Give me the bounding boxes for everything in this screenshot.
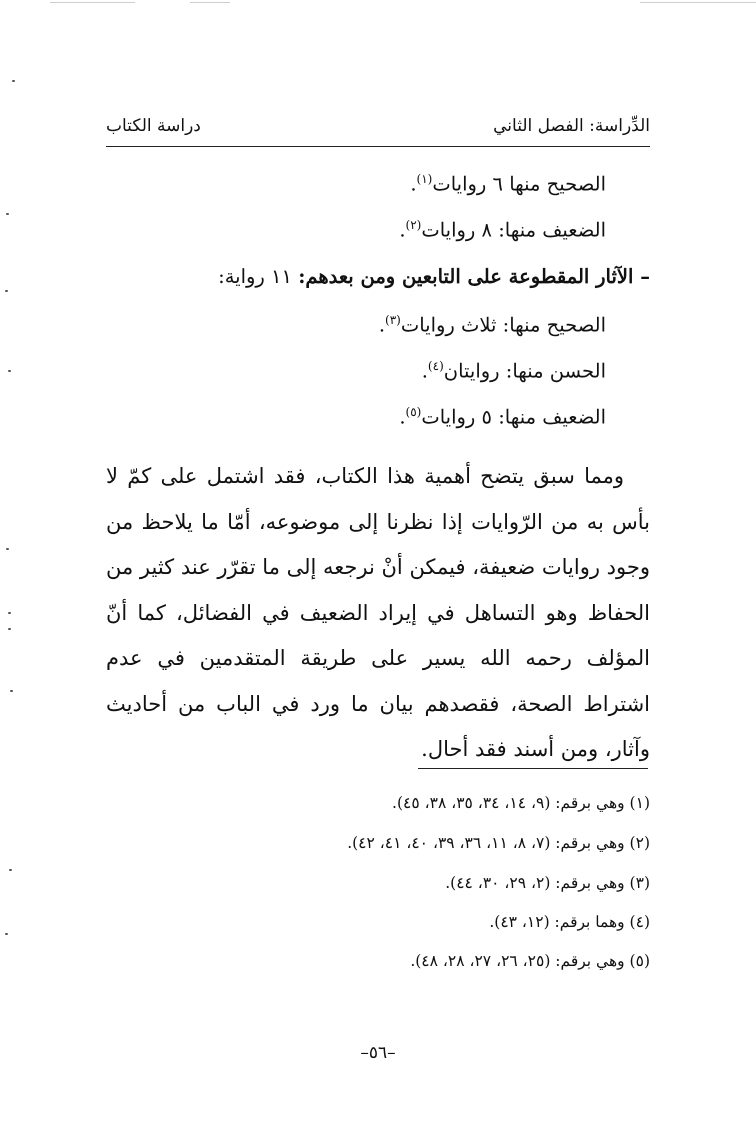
footnote-ref-2[interactable]: (٢) <box>405 218 422 232</box>
footnote-ref-3[interactable]: (٣) <box>385 313 401 327</box>
daif-maqtu-line <box>399 405 606 429</box>
scan-speck <box>8 370 11 372</box>
sahih-marfu-line <box>410 172 606 196</box>
heading-bold-text: الآثار المقطوعة على التابعين ومن بعدهم: <box>298 265 634 288</box>
daif-marfu-line <box>399 218 606 242</box>
scan-speck <box>8 612 11 614</box>
line-text: الحسن منها: روايتان <box>443 359 606 383</box>
scan-speck <box>5 933 8 935</box>
footnote-5: (٥) وهي برقم: (٢٥، ٢٦، ٢٧، ٢٨، ٤٨). <box>410 952 650 970</box>
footnote-ref-5[interactable]: (٥) <box>405 405 422 419</box>
body-paragraph: ومما سبق يتضح أهمية هذا الكتاب، فقد اشتمل على كمّ لا بأس به من الرّوايات إذا نظرنا إلى موضوعه، أمّا ما يلاحظ من وجود روايات ضعيفة، فيمكن أنْ نرجعه إلى ما تقرّر عند كثير من الحفاظ وهو التساهل في إيراد الضعيف في الفضائل، كما أنّ المؤلف رحمه الله يسير على طريقة المتقدمين في عدم اشتراط الصحة، فقصدهم بيان ما ورد في الباب من أحاديث وآثار، ومن أسند فقد أحال. <box>106 464 650 761</box>
chapter-title: الدِّراسة: الفصل الثاني <box>493 116 650 136</box>
scan-speck <box>6 548 9 550</box>
scan-artifact-line <box>50 2 135 3</box>
scan-artifact-line <box>640 2 756 3</box>
running-header <box>106 112 650 147</box>
line-text: الضعيف منها: ٥ روايات <box>421 405 606 429</box>
line-end: . <box>421 359 428 383</box>
footnote-1: (١) وهي برقم: (٩، ١٤، ٣٤، ٣٥، ٣٨، ٤٥). <box>392 794 650 812</box>
scan-speck <box>10 690 13 692</box>
scan-speck <box>8 628 11 630</box>
page-number: –٥٦– <box>360 1043 396 1063</box>
footnote-3: (٣) وهي برقم: (٢، ٢٩، ٣٠، ٤٤). <box>445 874 650 892</box>
footnote-ref-4[interactable]: (٤) <box>427 359 444 373</box>
footnote-separator <box>418 768 648 769</box>
athar-heading <box>218 265 650 288</box>
line-text: الصحيح منها ٦ روايات <box>432 172 606 196</box>
hasan-maqtu-line <box>422 359 606 383</box>
book-title: دراسة الكتاب <box>106 116 201 136</box>
scan-artifact-line <box>190 2 230 3</box>
footnote-ref-1[interactable]: (١) <box>416 172 433 186</box>
heading-dash: – <box>633 265 650 288</box>
footnote-4: (٤) وهما برقم: (١٢، ٤٣). <box>489 913 650 931</box>
sahih-maqtu-line <box>379 313 606 337</box>
line-end: . <box>399 405 406 429</box>
line-end: . <box>378 313 386 337</box>
line-end: . <box>410 172 417 196</box>
footnote-2: (٢) وهي برقم: (٧، ٨، ١١، ٣٦، ٣٩، ٤٠، ٤١، ٤٢). <box>347 834 650 852</box>
line-text: الضعيف منها: ٨ روايات <box>421 218 606 242</box>
scan-speck <box>12 80 15 82</box>
scan-speck <box>6 213 9 215</box>
scan-speck <box>5 290 8 292</box>
heading-count: ١١ رواية: <box>218 265 299 288</box>
line-end: . <box>399 218 406 242</box>
scan-speck <box>9 869 12 871</box>
line-text: الصحيح منها: ثلاث روايات <box>400 313 606 337</box>
